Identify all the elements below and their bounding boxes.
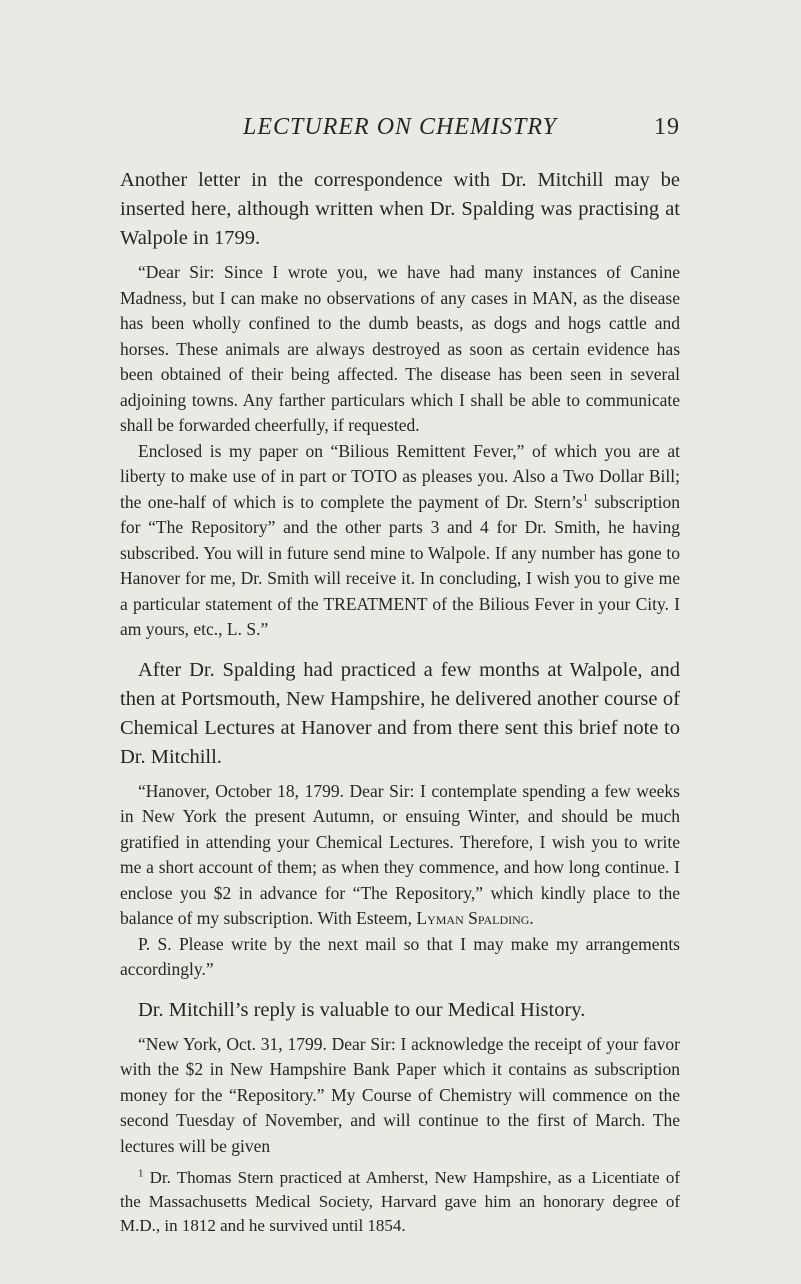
letter-1-paragraph-2: [120, 439, 680, 643]
footnote: [120, 1166, 680, 1238]
letter-2-text: “Hanover, October 18, 1799. Dear Sir: I contemplate spending a few weeks in New York the present Autumn, or ensuing Winter, and should be much gratified in attending your Chemical Lectures. Therefore, I wish you to write me a short account of them; as when they commence, and how long continue. I enclose you $2 in advance for “The Repository,” which kindly place to the balance of my subscription. With Esteem,: [120, 780, 680, 928]
body-text: [120, 166, 680, 1238]
letter-1-text-a: Enclosed is my paper on “Bilious Remittent Fever,” of which you are at liberty to make use of in part or TOTO as pleases you. Also a Two Dollar Bill; the one-half of which is to complete the payment of Dr. Stern’s: [120, 440, 680, 512]
signature: Lyman Spalding.: [416, 908, 534, 928]
footnote-text: Dr. Thomas Stern practiced at Amherst, New Hampshire, as a Licentiate of the Massachusetts Medical Society, Harvard gave him an honorary degree of M.D., in 1812 and he survived until 1854.: [120, 1168, 680, 1235]
running-head-title: LECTURER ON CHEMISTRY: [243, 114, 557, 140]
page-number: 19: [654, 114, 680, 140]
narrative-paragraph-3: Dr. Mitchill’s reply is valuable to our Medical History.: [138, 998, 586, 1021]
footnote-reference: 1: [582, 491, 589, 504]
letter-2-postscript: P. S. Please write by the next mail so that I may make my arrangements accordingly.”: [120, 933, 680, 979]
letter-1-text-b: subscription for “The Repository” and the other parts 3 and 4 for Dr. Smith, he having subscribed. You will in future send mine to Walpole. If any number has gone to Hanover for me, Dr. Smith will receive it. In concluding, I wish you to give me a particular statement of the TREATMENT of the Bilious Fever in your City. I am yours, etc., L. S.”: [120, 491, 680, 639]
letter-2-paragraph-1: [120, 779, 680, 932]
narrative-paragraph-2: After Dr. Spalding had practiced a few months at Walpole, and then at Portsmouth, New Hampshire, he delivered another course of Chemical Lectures at Hanover and from there sent this brief note to Dr. Mitchill.: [120, 658, 680, 768]
letter-1-paragraph-1: “Dear Sir: Since I wrote you, we have had many instances of Canine Madness, but I can make no observations of any cases in MAN, as the disease has been wholly confined to the dumb beasts, as dogs and hogs cattle and horses. These animals are always destroyed as soon as certain evidence has been obtained of their being affected. The disease has been seen in several adjoining towns. Any farther particulars which I shall be able to communicate shall be forwarded cheerfully, if requested.: [120, 262, 680, 435]
footnote-marker: 1: [138, 1167, 144, 1180]
letter-3-paragraph: “New York, Oct. 31, 1799. Dear Sir: I acknowledge the receipt of your favor with the $2 in New Hampshire Bank Paper which it contains as subscription money for the “Repository.” My Course of Chemistry will commence on the second Tuesday of November, and will continue to the first of March. The lectures will be given: [120, 1033, 680, 1156]
running-head: [120, 108, 680, 148]
intro-paragraph: Another letter in the correspondence with Dr. Mitchill may be inserted here, although written when Dr. Spalding was practising at Walpole in 1799.: [120, 169, 680, 249]
